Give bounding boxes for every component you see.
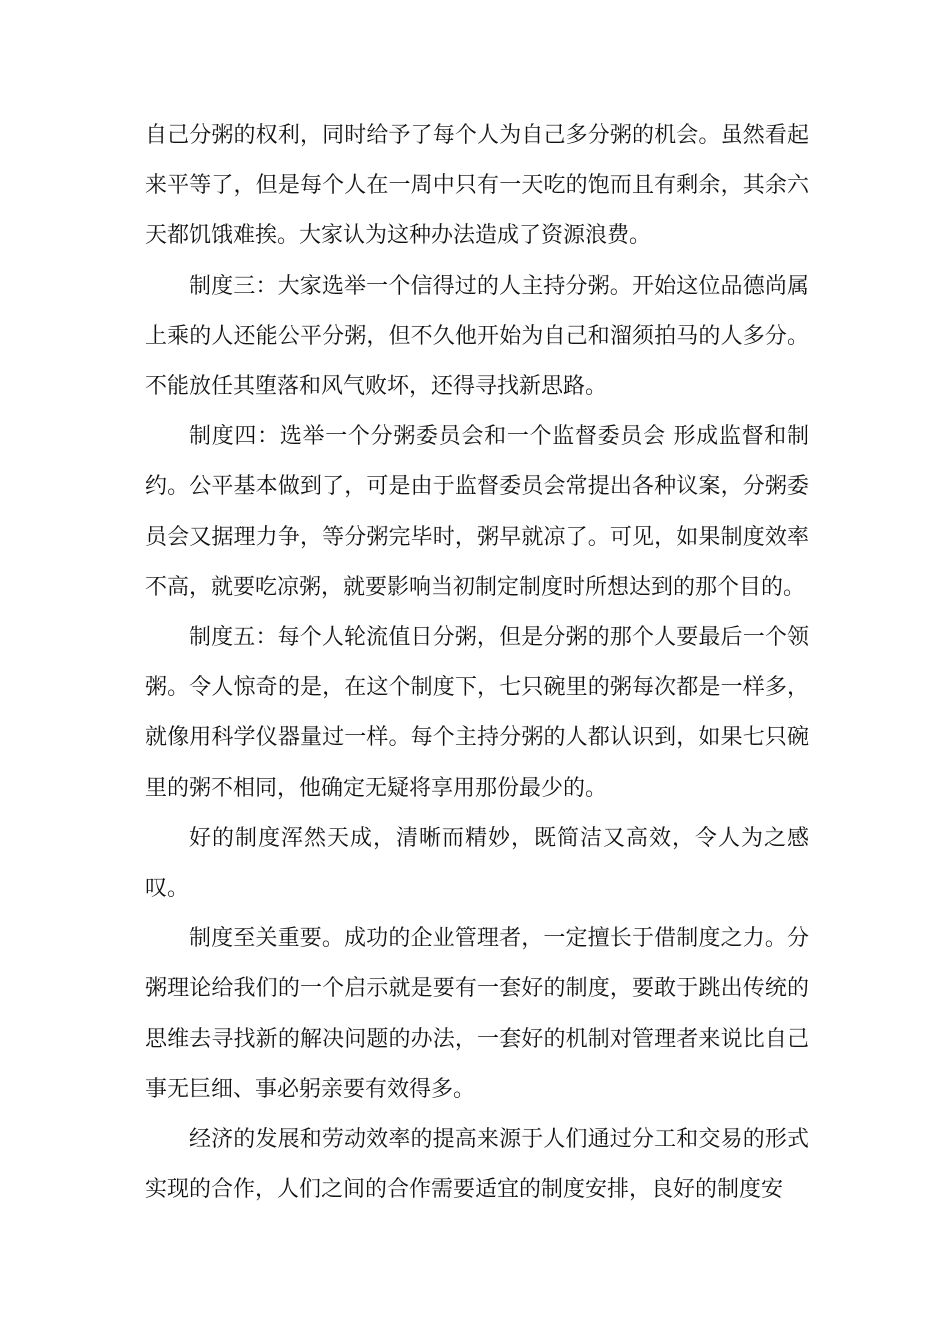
paragraph-system-five: 制度五：每个人轮流值日分粥，但是分粥的那个人要最后一个领粥。令人惊奇的是，在这个制度下，七只碗里的粥每次都是一样多，就像用科学仪器量过一样。每个主持分粥的人都认识到，如果七只碗里的粥不相同，他确定无疑将享用那份最少的。: [145, 625, 809, 801]
paragraph-system-importance: 制度至关重要。成功的企业管理者，一定擅长于借制度之力。分粥理论给我们的一个启示就是要有一套好的制度，要敢于跳出传统的思维去寻找新的解决问题的办法，一套好的机制对管理者来说比自己事无巨细、事必躬亲要有效得多。: [145, 926, 809, 1102]
document-body: [145, 111, 809, 1215]
paragraph-good-system: 好的制度浑然天成，清晰而精妙，既简洁又高效，令人为之感叹。: [145, 825, 809, 902]
paragraph-system-three: 制度三：大家选举一个信得过的人主持分粥。开始这位品德尚属上乘的人还能公平分粥，但不久他开始为自己和溜须拍马的人多分。不能放任其堕落和风气败坏，还得寻找新思路。: [145, 273, 809, 400]
paragraph-economic-development: 经济的发展和劳动效率的提高来源于人们通过分工和交易的形式实现的合作，人们之间的合作需要适宜的制度安排，良好的制度安: [145, 1127, 809, 1203]
paragraph-continuation: 自己分粥的权利，同时给予了每个人为自己多分粥的机会。虽然看起来平等了，但是每个人在一周中只有一天吃的饱而且有剩余，其余六天都饥饿难挨。大家认为这种办法造成了资源浪费。: [145, 123, 809, 249]
paragraph-system-four: 制度四：选举一个分粥委员会和一个监督委员会 形成监督和制约。公平基本做到了，可是由于监督委员会常提出各种议案，分粥委员会又据理力争，等分粥完毕时，粥早就凉了。可见，如果制度效率不高，就要吃凉粥，就要影响当初制定制度时所想达到的那个目的。: [145, 424, 809, 600]
